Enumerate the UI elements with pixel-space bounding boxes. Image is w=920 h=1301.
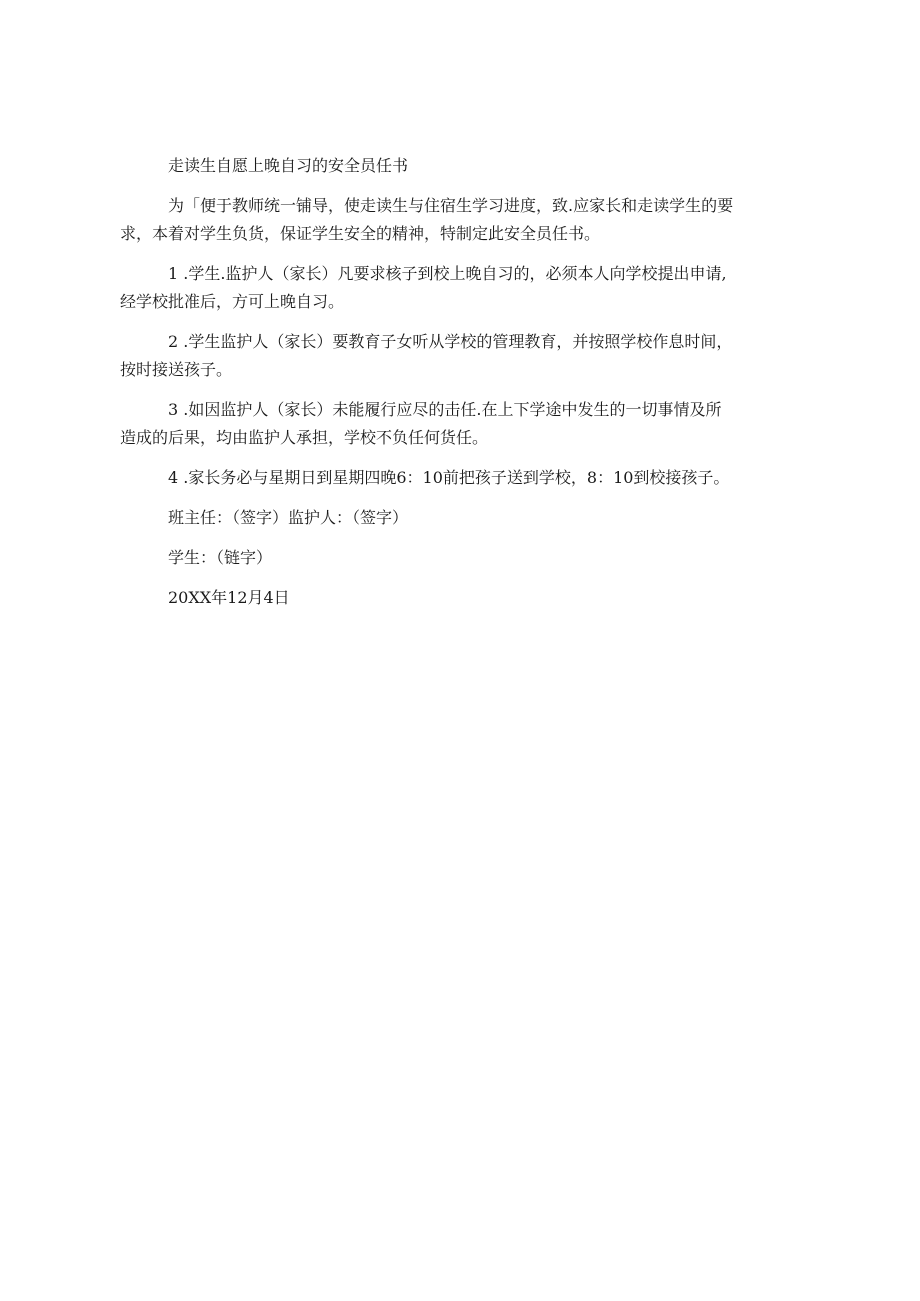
document-title: 走读生自愿上晚自习的安全员任书	[168, 156, 409, 175]
item-1-paragraph	[120, 260, 783, 316]
document-date: 20XX年12月4日	[168, 588, 290, 607]
item-3-line-1: 3 .如因监护人（家长）未能履行应尽的击任.在上下学途中发生的一切事情及所	[168, 400, 722, 419]
item-4-line: 4 .家长务必与星期日到星期四晚6：10前把孩子送到学校，8：10到校接孩子。	[168, 468, 730, 487]
item-1-line-2: 经学校批准后，方可上晚自习。	[120, 292, 345, 311]
signature-line: 班主任：（签字）监护人：（签字）	[168, 508, 409, 527]
item-2-line-1: 2 .学生监护人（家长）要教育子女听从学校的管理教育，并按照学校作息时间，	[168, 332, 733, 351]
document-body	[120, 152, 783, 624]
intro-paragraph	[120, 192, 783, 248]
item-2-line-2: 按时接送孩子。	[120, 360, 233, 379]
intro-line-1: 为「便于教师统一铺导，使走读生与住宿生学习进度，致.应家长和走读学生的要	[168, 196, 734, 215]
intro-line-2: 求，本着对学生负货，保证学生安全的精神，特制定此安全员任书。	[120, 224, 601, 243]
item-3-paragraph	[120, 396, 783, 452]
student-signature-line: 学生：（链字）	[168, 548, 273, 567]
item-1-line-1: 1 .学生.监护人（家长）凡要求核子到校上晚自习的，必须本人向学校提出申请,	[168, 264, 727, 283]
item-3-line-2: 造成的后果，均由监护人承担，学校不负任何货任。	[120, 428, 489, 447]
item-2-paragraph	[120, 328, 783, 384]
